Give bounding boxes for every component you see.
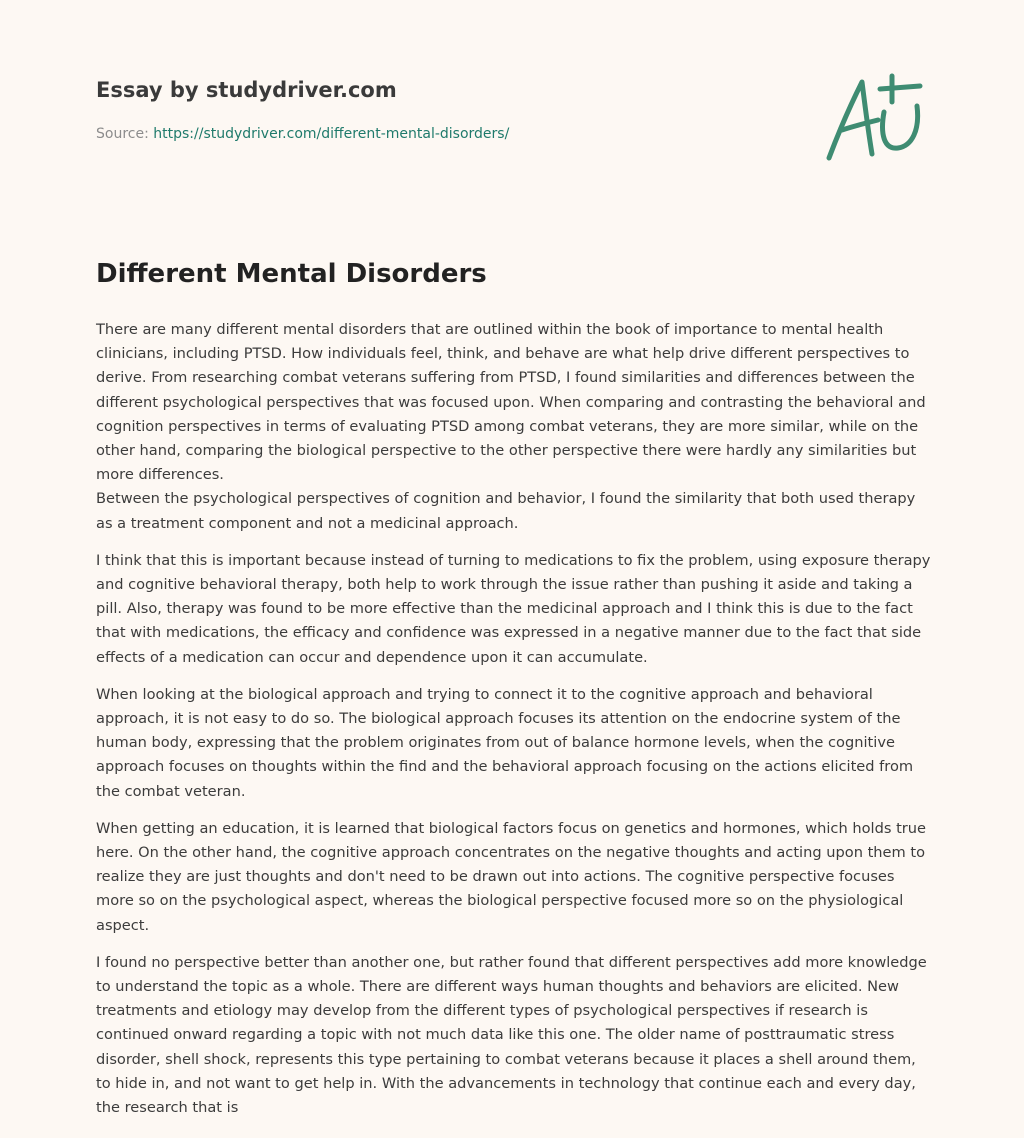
a-plus-logo-svg [820, 68, 930, 168]
a-plus-logo-icon [820, 68, 930, 168]
source-label: Source: [96, 126, 149, 142]
paragraph: I think that this is important because instead of turning to medications to fix the problem, using exposure therapy and cognitive behavioral therapy, both help to work through the issue rather than pushing it aside and taking a pill. Also, therapy was found to be more effective than the medicinal approach and I think this is due to the fact that with medications, the efficacy and confidence was expressed in a negative manner due to the fact that side effects of a medication can occur and dependence upon it can accumulate. [96, 551, 931, 666]
essay-article [96, 254, 932, 1133]
source-link[interactable]: https://studydriver.com/different-mental-disorders/ [153, 126, 510, 142]
essay-title: Different Mental Disorders [96, 259, 487, 289]
paragraph: When getting an education, it is learned that biological factors focus on genetics and hormones, which holds true here. On the other hand, the cognitive approach concentrates on the negative thoughts and acting upon them to realize they are just thoughts and don't need to be drawn out into actions. The cognitive perspective focuses more so on the psychological aspect, whereas the biological perspective focused more so on the physiological aspect. [96, 819, 927, 934]
source-line [96, 124, 928, 144]
brand-title: Essay by studydriver.com [96, 78, 397, 102]
paragraph: I found no perspective better than another one, but rather found that different perspectives add more knowledge to understand the topic as a whole. There are different ways human thoughts and behaviors are elicited. New treatments and etiology may develop from the different types of psychological perspectives if research is continued onward regarding a topic with not much data like this one. The older name of posttraumatic stress disorder, shell shock, represents this type pertaining to combat veterans because it places a shell around them, to hide in, and not want to get help in. With the advancements in technology that continue each and every day, the research that is [96, 953, 927, 1117]
paragraph: Between the psychological perspectives of cognition and behavior, I found the similarity that both used therapy as a treatment component and not a medicinal approach. [96, 490, 916, 532]
essay-header [96, 76, 928, 144]
paragraph: When looking at the biological approach and trying to connect it to the cognitive approach and behavioral approach, it is not easy to do so. The biological approach focuses its attention on the endocrine system of the human body, expressing that the problem originates from out of balance hormone levels, when the cognitive approach focuses on thoughts within the find and the behavioral approach focusing on the actions elicited from the combat veteran. [96, 685, 914, 800]
paragraph: There are many different mental disorders that are outlined within the book of importance to mental health clinicians, including PTSD. How individuals feel, think, and behave are what help drive different perspectives to derive. From researching combat veterans suffering from PTSD, I found similarities and differences between the different psychological perspectives that was focused upon. When comparing and contrasting the behavioral and cognition perspectives in terms of evaluating PTSD among combat veterans, they are more similar, while on the other hand, comparing the biological perspective to the other perspective there were hardly any similarities but more differences. [96, 321, 926, 484]
